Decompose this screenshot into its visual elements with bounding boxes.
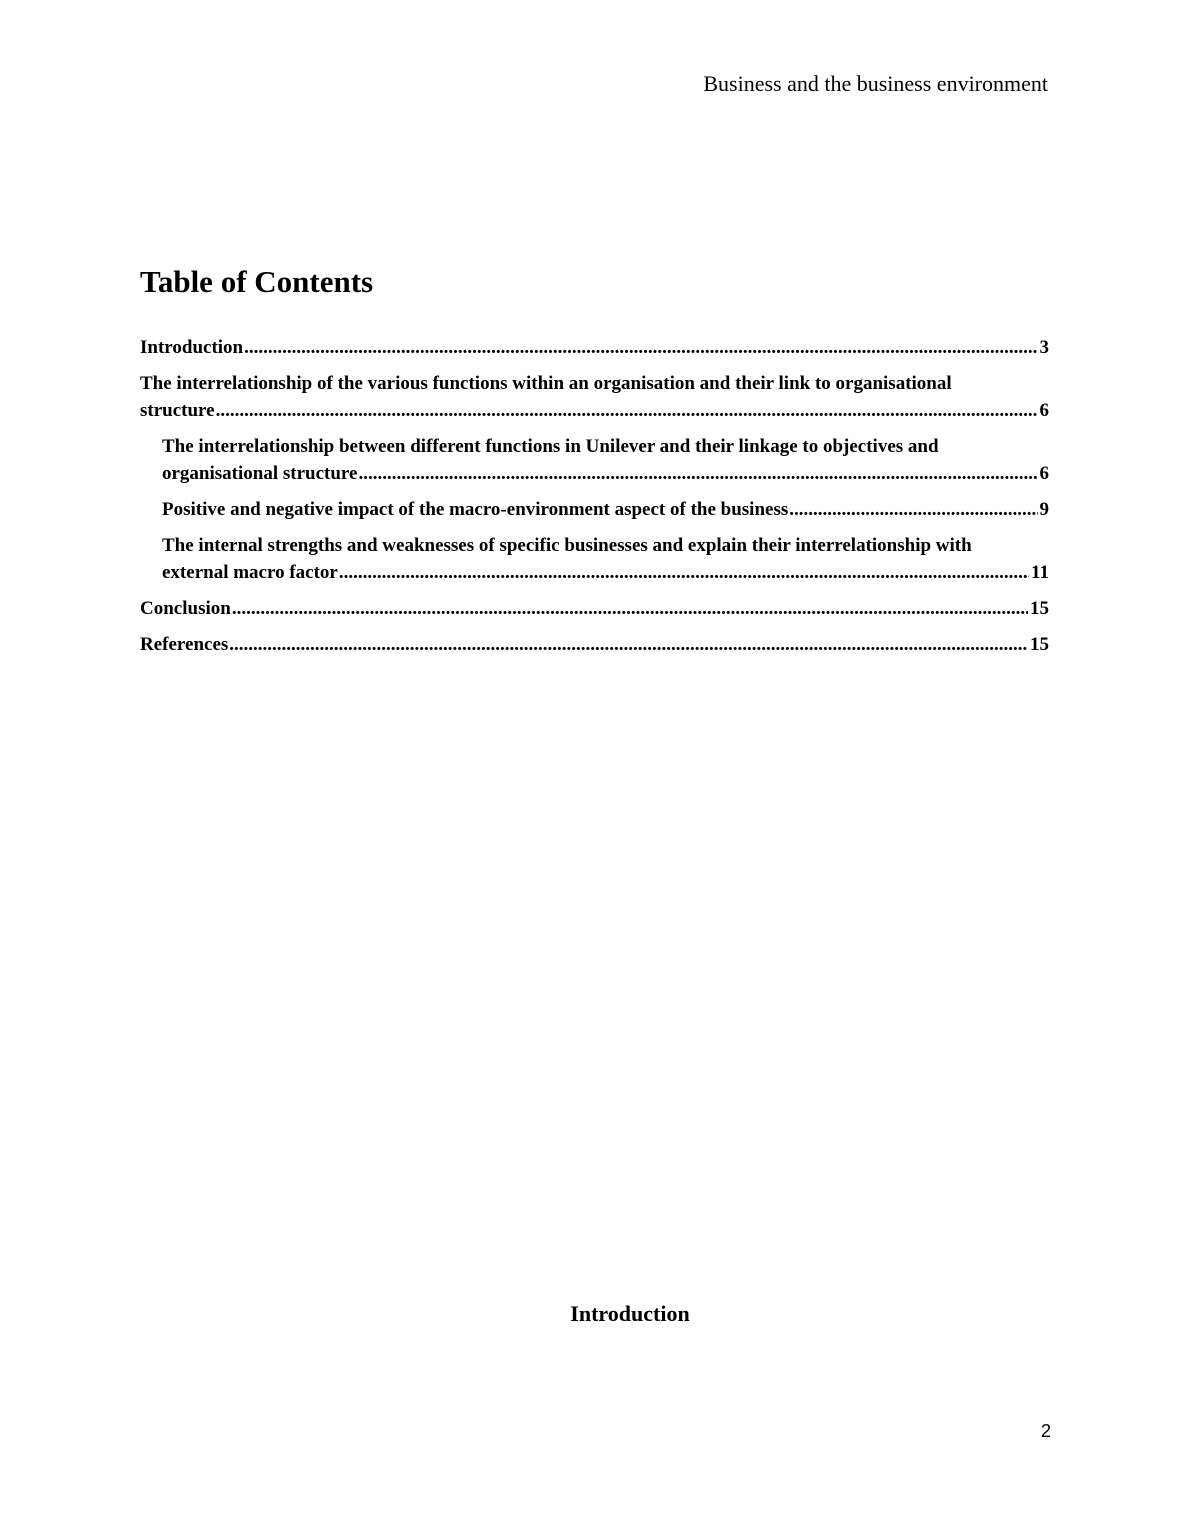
toc-entry-text: The internal strengths and weaknesses of specific businesses and explain their interrelationship with external macro factor ..... bbox=[162, 535, 972, 583]
section-heading-introduction: Introduction bbox=[570, 1301, 690, 1326]
toc-entry-references[interactable] bbox=[140, 631, 1049, 658]
toc-entry-text: Introduction ..... bbox=[140, 337, 243, 358]
toc-entry-interrelationship-functions[interactable] bbox=[140, 370, 1049, 424]
toc-page-number: 9 bbox=[1038, 496, 1050, 523]
table-of-contents bbox=[140, 334, 1049, 667]
toc-entry-unilever-functions[interactable] bbox=[140, 433, 1049, 487]
toc-page-number: 6 bbox=[1038, 460, 1050, 487]
running-header: Business and the business environment bbox=[703, 71, 1048, 96]
toc-page-number: 15 bbox=[1028, 595, 1049, 622]
toc-page-number: 6 bbox=[1038, 397, 1050, 424]
toc-entry-macro-environment[interactable] bbox=[140, 496, 1049, 523]
toc-entry-text: Conclusion ..... bbox=[140, 598, 231, 619]
toc-entry-text: The interrelationship between different functions in Unilever and their linkage to objectives and organisational structure ..... bbox=[162, 436, 939, 484]
toc-title: Table of Contents bbox=[140, 264, 374, 299]
page-number: 2 bbox=[1040, 1421, 1051, 1441]
toc-entry-text: The interrelationship of the various functions within an organisation and their link to organisational structure ..... bbox=[140, 373, 952, 421]
toc-page-number: 3 bbox=[1038, 334, 1050, 361]
toc-entry-strengths-weaknesses[interactable] bbox=[140, 532, 1049, 586]
toc-page-number: 15 bbox=[1028, 631, 1049, 658]
toc-page-number: 11 bbox=[1029, 559, 1049, 586]
toc-entry-introduction[interactable] bbox=[140, 334, 1049, 361]
toc-entry-text: Positive and negative impact of the macro-environment aspect of the business ..... bbox=[162, 499, 788, 520]
toc-entry-conclusion[interactable] bbox=[140, 595, 1049, 622]
toc-entry-text: References ..... bbox=[140, 634, 228, 655]
